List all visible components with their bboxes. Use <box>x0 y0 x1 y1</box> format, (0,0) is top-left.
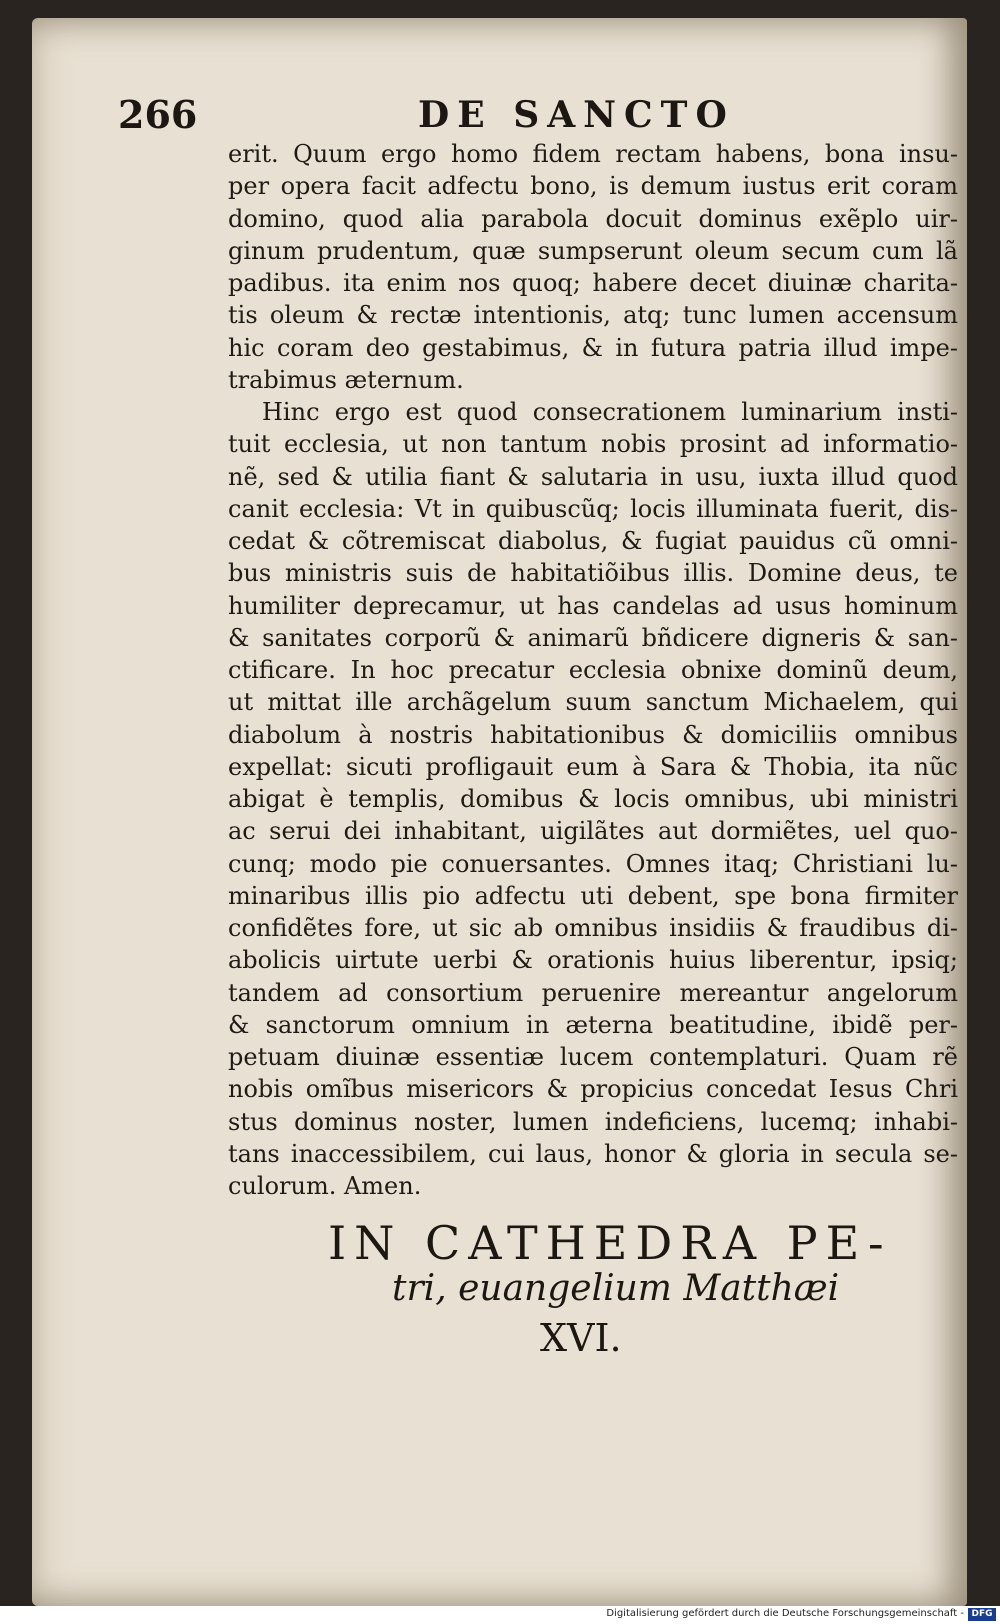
text-line: canit ecclesia: Vt in quibuscũq; locis illuminata fuerit, dis- <box>228 494 958 523</box>
text-line: humiliter deprecamur, ut has candelas ad usus hominum <box>228 591 958 620</box>
text-line: expellat: sicuti profligauit eum à Sara & Thobia, ita nũc <box>228 752 958 781</box>
text-line: stus dominus noster, lumen indeficiens, lucemq; inhabi- <box>228 1107 958 1136</box>
page-number: 266 <box>118 92 198 137</box>
text-line: domino, quod alia parabola docuit dominus exẽplo uir- <box>228 204 958 233</box>
text-line: ut mittat ille archãgelum suum sanctum Michaelem, qui <box>228 688 958 717</box>
text-line: cunq; modo pie conuersantes. Omnes itaq; Christiani lu- <box>228 849 958 878</box>
text-line: ac serui dei inhabitant, uigilãtes aut dormiẽtes, uel quo- <box>228 817 958 846</box>
footer-credit: Digitalisierung gefördert durch die Deutsche Forschungsgemeinschaft - <box>606 1608 964 1619</box>
section-heading-line-3: XVI. <box>540 1316 622 1360</box>
text-line: nobis omĩbus misericors & propicius concedat Iesus Chri <box>228 1075 958 1104</box>
text-line: tans inaccessibilem, cui laus, honor & gloria in secula se- <box>228 1139 958 1168</box>
footer-band <box>0 1606 1000 1624</box>
text-line: minaribus illis pio adfectu uti debent, spe bona firmiter <box>228 881 958 910</box>
text-line: nẽ, sed & utilia fiant & salutaria in usu, iuxta illud quod <box>228 462 958 491</box>
text-line: per opera facit adfectu bono, is demum iustus erit coram <box>228 172 958 201</box>
text-line: petuam diuinæ essentiæ lucem contemplaturi. Quam rẽ <box>228 1043 958 1071</box>
text-line: abigat è templis, domibus & locis omnibus, ubi ministri <box>228 785 958 813</box>
text-line: & sanitates corporũ & animarũ bñdicere digneris & san- <box>228 623 958 652</box>
text-line: diabolum à nostris habitationibus & domiciliis omnibus <box>228 720 958 749</box>
page-header <box>118 92 978 140</box>
text-line: & sanctorum omnium in æterna beatitudine, ibidẽ per- <box>228 1010 958 1039</box>
text-line: culorum. Amen. <box>228 1172 422 1200</box>
running-head: DE SANCTO <box>418 94 735 136</box>
text-line: abolicis uirtute uerbi & orationis huius liberentur, ipsiq; <box>228 946 958 975</box>
text-line: padibus. ita enim nos quoq; habere decet diuinæ charita- <box>228 269 958 297</box>
dfg-logo-icon: DFG <box>968 1608 996 1621</box>
text-line: bus ministris suis de habitatiõibus illis. Domine deus, te <box>228 559 958 588</box>
text-line: cedat & cõtremiscat diabolus, & fugiat pauidus cũ omni- <box>228 527 958 555</box>
text-line: tuit ecclesia, ut non tantum nobis prosint ad informatio- <box>228 430 958 459</box>
text-line: tis oleum & rectæ intentionis, atq; tunc lumen accensum <box>228 301 958 330</box>
text-line: trabimus æternum. <box>228 365 464 394</box>
text-line: erit. Quum ergo homo fidem rectam habens, bona insu- <box>228 140 958 168</box>
text-line: Hinc ergo est quod consecrationem luminarium insti- <box>262 398 958 426</box>
text-line: confidẽtes fore, ut sic ab omnibus insidiis & fraudibus di- <box>228 914 958 942</box>
text-line: ctificare. In hoc precatur ecclesia obnixe dominũ deum, <box>228 656 958 684</box>
text-line: ginum prudentum, quæ sumpserunt oleum secum cum lã <box>228 236 958 265</box>
section-heading-line-2: tri, euangelium Matthæi <box>392 1268 840 1309</box>
body-text <box>228 138 958 1202</box>
section-heading-line-1: IN CATHEDRA PE- <box>328 1216 892 1270</box>
text-line: hic coram deo gestabimus, & in futura patria illud impe- <box>228 333 958 362</box>
text-line: tandem ad consortium peruenire mereantur angelorum <box>228 978 958 1007</box>
